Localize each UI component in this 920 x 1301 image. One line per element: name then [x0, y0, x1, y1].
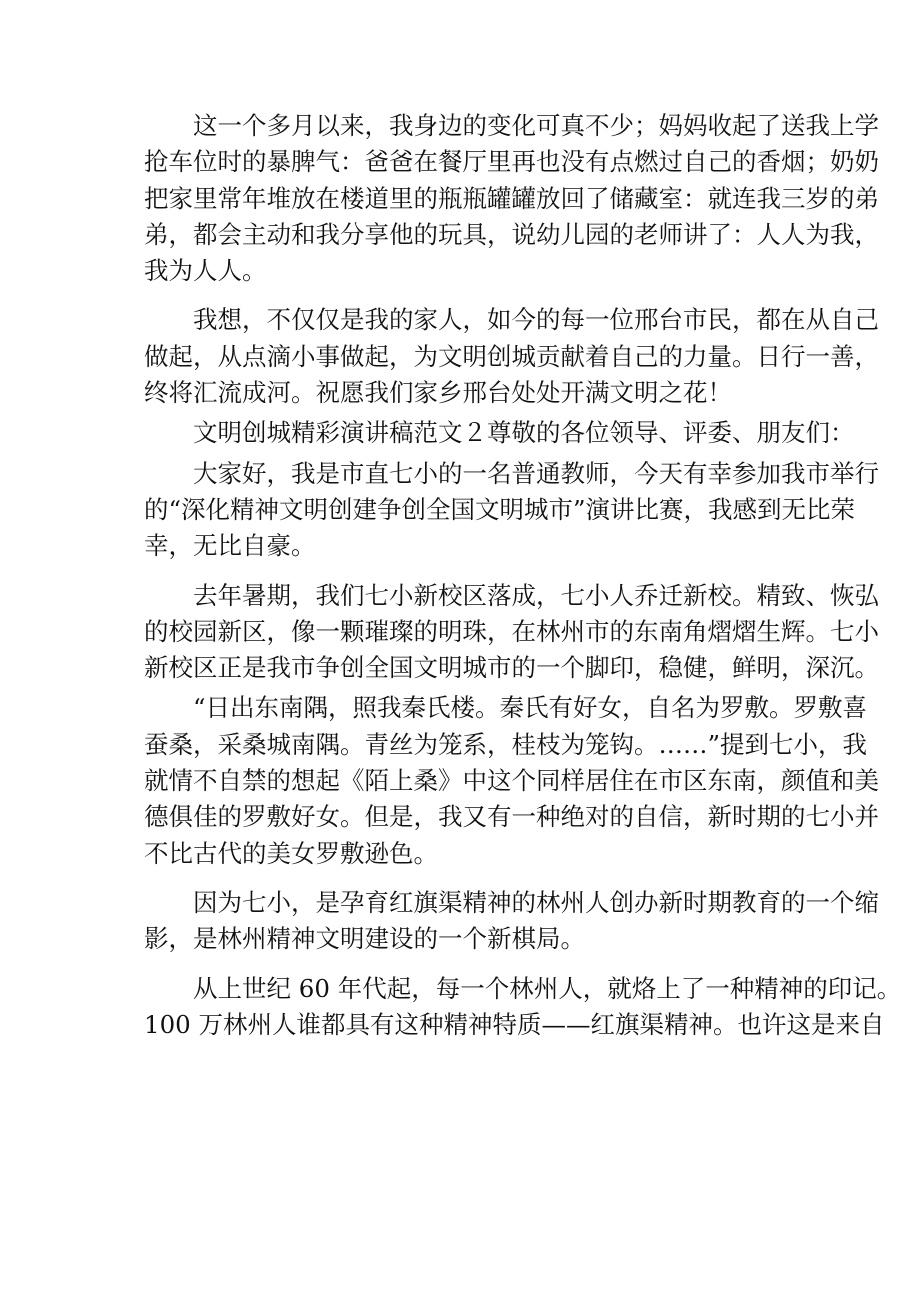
text-line: 的校园新区，像一颗璀璨的明珠，在林州市的东南角熠熠生辉。七小 — [144, 616, 879, 646]
text-line: 影，是林州精神文明建设的一个新棋局。 — [144, 924, 585, 954]
text-line: 从上世纪 60 年代起，每一个林州人，就烙上了一种精神的印记。 — [193, 973, 902, 1003]
text-line: “日出东南隅，照我秦氏楼。秦氏有好女，自名为罗敷。罗敷喜 — [193, 693, 868, 723]
text-line: 德俱佳的罗敷好女。但是，我又有一种绝对的自信，新时期的七小并 — [144, 802, 879, 832]
text-line: 我想，不仅仅是我的家人，如今的每一位邢台市民，都在从自己 — [193, 305, 879, 335]
paragraph-7 — [144, 885, 879, 958]
text-line: 抢车位时的暴脾气：爸爸在餐厅里再也没有点燃过自己的香烟；奶奶 — [144, 147, 879, 177]
paragraph-3 — [144, 415, 855, 451]
text-line: 去年暑期，我们七小新校区落成，七小人乔迁新校。精致、恢弘 — [193, 580, 879, 610]
paragraph-2 — [144, 302, 879, 411]
text-line: 就情不自禁的想起《陌上桑》中这个同样居住在市区东南，颜值和美 — [144, 766, 879, 796]
text-line: 文明创城精彩演讲稿范文２尊敬的各位领导、评委、朋友们： — [193, 418, 855, 448]
text-line: 新校区正是我市争创全国文明城市的一个脚印，稳健，鲜明，深沉。 — [144, 653, 879, 683]
document-page — [144, 108, 902, 1043]
text-line: 的“深化精神文明创建争创全国文明城市”演讲比赛，我感到无比荣 — [144, 494, 856, 524]
paragraph-8 — [144, 971, 902, 1044]
text-line: 弟，都会主动和我分享他的玩具，说幼儿园的老师讲了：人人为我， — [144, 219, 879, 249]
text-line: 我为人人。 — [144, 256, 267, 286]
text-line: 终将汇流成河。祝愿我们家乡邢台处处开满文明之花！ — [144, 378, 732, 408]
text-line: 不比古代的美女罗敷逊色。 — [144, 838, 438, 868]
text-line: 幸，无比自豪。 — [144, 531, 316, 561]
text-line: 蚕桑，采桑城南隅。青丝为笼系，桂枝为笼钩。……”提到七小，我 — [144, 729, 868, 759]
text-line: 把家里常年堆放在楼道里的瓶瓶罐罐放回了储藏室：就连我三岁的弟 — [144, 183, 879, 213]
text-line: 因为七小，是孕育红旗渠精神的林州人创办新时期教育的一个缩 — [193, 887, 879, 917]
text-line: 这一个多月以来，我身边的变化可真不少；妈妈收起了送我上学 — [193, 111, 879, 140]
paragraph-5 — [144, 578, 879, 687]
text-line: 做起，从点滴小事做起，为文明创城贡献着自己的力量。日行一善， — [144, 341, 879, 371]
paragraph-4 — [144, 456, 879, 565]
text-line: 大家好，我是市直七小的一名普通教师，今天有幸参加我市举行 — [193, 458, 879, 488]
paragraph-1 — [144, 108, 879, 289]
paragraph-6 — [144, 690, 879, 871]
text-line: 100 万林州人谁都具有这种精神特质——红旗渠精神。也许这是来自 — [144, 1009, 885, 1039]
